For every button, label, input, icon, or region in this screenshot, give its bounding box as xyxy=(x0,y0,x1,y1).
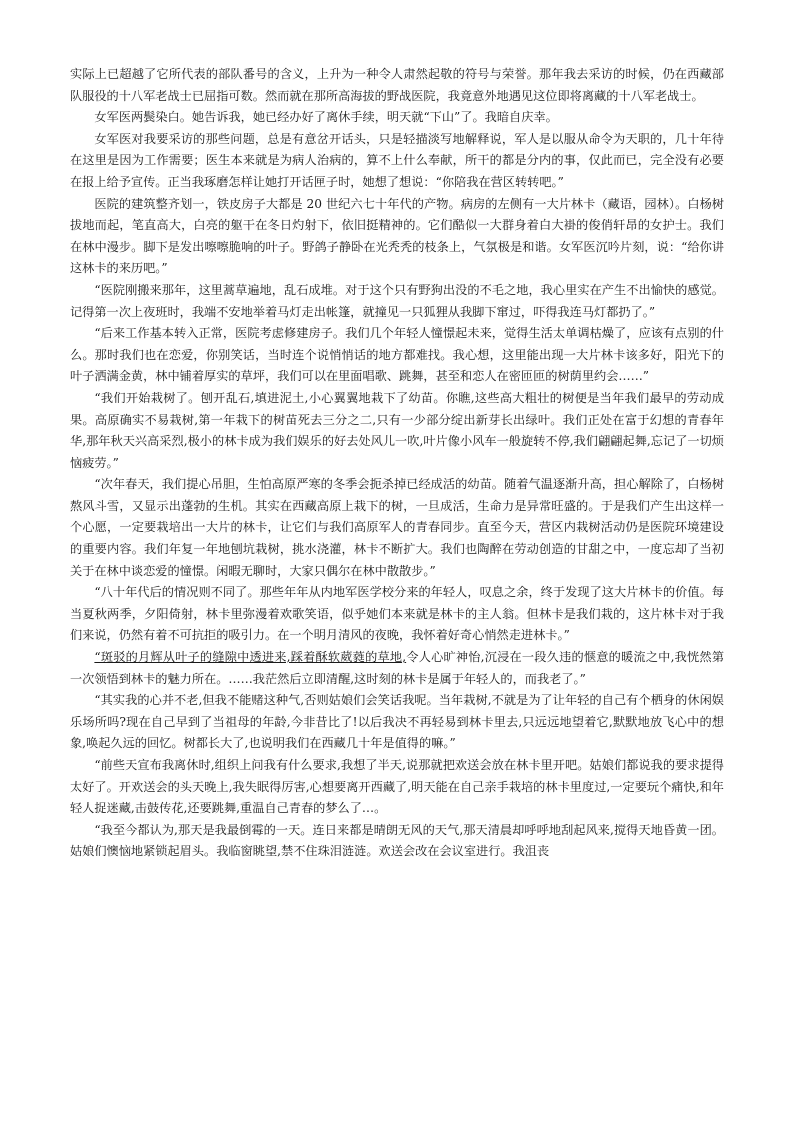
paragraph-6: “后来工作基本转入正常，医院考虑修建房子。我们几个年轻人憧憬起未来，觉得生活太单调枯燥了，应该有点别的什么。那时我们也在恋爱，你别笑话，当时连个说悄悄话的地方都难找。我心想，这里能出现一大片林卡该多好，阳光下的叶子洒满金黄，林中铺着厚实的草坪，我们可以在里面唱歌、跳舞，甚至和恋人在密匝匝的树荫里约会……” xyxy=(70,326,724,384)
paragraph-13: “我至今都认为,那天是我最倒霉的一天。连日来都是晴朗无风的天气,那天清晨却呼呼地刮起风来,搅得天地昏黄一团。姑娘们懊恼地紧锁起眉头。我临窗眺望,禁不住珠泪涟涟。欢送会改在会议室进行。我沮丧 xyxy=(70,822,724,859)
paragraph-12: “前些天宣布我离休时,组织上问我有什么要求,我想了半天,说那就把欢送会放在林卡里开吧。姑娘们都说我的要求提得太好了。开欢送会的头天晚上,我失眠得厉害,心想要离开西藏了,明天能在自己亲手栽培的林卡里度过,一定要玩个痛快,和年轻人捉迷藏,击鼓传花,还要跳舞,重温自己青春的梦么了…。 xyxy=(70,758,724,816)
paragraph-5: “医院刚搬来那年，这里蒿草遍地，乱石成堆。对于这个只有野狗出没的不毛之地，我心里实在产生不出愉快的感觉。记得第一次上夜班时，我端不安地举着马灯走出帐篷，就撞见一只狐狸从我脚下窜过，吓得我连马灯都扔了。” xyxy=(70,282,724,319)
paragraph-3: 女军医对我要采访的那些问题，总是有意岔开话头，只是轻描淡写地解释说，军人是以服从命令为天职的，几十年待在这里是因为工作需要；医生本来就是为病人治病的，算不上什么奉献，所干的都是分内的事，仅此而已，完全没有必要在报上给予宣传。正当我琢磨怎样让她打开话匣子时，她想了想说：“你陪我在营区转转吧。” xyxy=(70,131,724,189)
paragraph-10 xyxy=(70,647,724,690)
paragraph-7: “我们开始栽树了。刨开乱石,填进泥土,小心翼翼地栽下了幼苗。你瞧,这些高大粗壮的树便是当年我们最早的劳动成果。高原确实不易栽树,第一年栽下的树苗死去三分之二,只有一少部分绽出新芽长出绿叶。我们正处在富于幻想的青春年华,那年秋天兴高采烈,极小的林卡成为我们娱乐的好去处风儿一吹,叶片像小风车一般旋转不停,我们翩翩起舞,忘记了一切烦恼疲劳。” xyxy=(70,390,724,470)
paragraph-1: 实际上已超越了它所代表的部队番号的含义，上升为一种令人肃然起敬的符号与荣誉。那年我去采访的时候，仍在西藏部队服役的十八军老战士已屈指可数。然而就在那所高海拔的野战医院，我竟意外地遇见这位即将离藏的十八军老战士。 xyxy=(70,67,724,103)
paragraph-10-rest: 令人心旷神怡,沉浸在一段久违的惬意的暖流之中,我恍然第一次领悟到林卡的魅力所在。……我茫然后立即清醒,这时刻的林卡是属于年轻人的，而我老了。” xyxy=(70,650,725,686)
document-page xyxy=(70,64,724,863)
paragraph-9: “八十年代后的情况则不同了。那些年年从内地军医学校分来的年轻人，叹息之余，终于发现了这大片林卡的价值。每当夏秋两季，夕阳倚射，林卡里弥漫着欢歌笑语，似乎她们本来就是林卡的主人翁。但林卡是我们栽的，这片林卡对于我们来说，仍然有着不可抗拒的吸引力。在一个明月清风的夜晚，我怀着好奇心悄然走进林卡。” xyxy=(70,585,724,643)
paragraph-11: “其实我的心并不老,但我不能赌这种气,否则姑娘们会笑话我呢。当年栽树,不就是为了让年轻的自己有个栖身的休闲娱乐场所吗?现在自己早到了当祖母的年龄,今非昔比了!以后我决不再轻易到林卡里去,只远远地望着它,默默地放飞心中的想象,唤起久远的回忆。树都长大了,也说明我们在西藏几十年是值得的嘛。” xyxy=(70,693,724,751)
paragraph-2: 女军医两鬓染白。她告诉我，她已经办好了离休手续，明天就“下山”了。我暗自庆幸。 xyxy=(94,110,558,125)
paragraph-8: “次年春天，我们提心吊胆，生怕高原严寒的冬季会扼杀掉已经成活的幼苗。随着气温逐渐升高，担心解除了，白杨树熬风斗雪，又显示出蓬勃的生机。其实在西藏高原上栽下的树，一旦成活，生命力是异常旺盛的。于是我们产生出这样一个心愿，一定要栽培出一大片的林卡，让它们与我们高原军人的青春同步。直至今天，营区内栽树活动仍是医院环境建设的重要内容。我们年复一年地刨坑栽树，挑水浇灌，林卡不断扩大。我们也陶醉在劳动创造的甘甜之中，一度忘却了当初关于在林中谈恋爱的憧憬。闲暇无聊时，大家只偶尔在林中散散步。” xyxy=(70,477,724,578)
underlined-sentence: “斑驳的月辉从叶子的缝隙中透进来,踩着酥软葳蕤的草地, xyxy=(94,650,407,665)
paragraph-4: 医院的建筑整齐划一，铁皮房子大都是 20 世纪六七十年代的产物。病房的左侧有一大片林卡（藏语，园林）。白杨树拔地而起，笔直高大，白亮的躯干在冬日灼射下，依旧挺精神的。它们酷似一大群身着白大褂的俊俏轩昂的女护士。我们在林中漫步。脚下是发出嚓嚓脆响的叶子。野鸽子静卧在光秃秃的枝条上，气氛极是和谐。女军医沉吟片刻，说：“给你讲这林卡的来历吧。” xyxy=(70,196,724,276)
